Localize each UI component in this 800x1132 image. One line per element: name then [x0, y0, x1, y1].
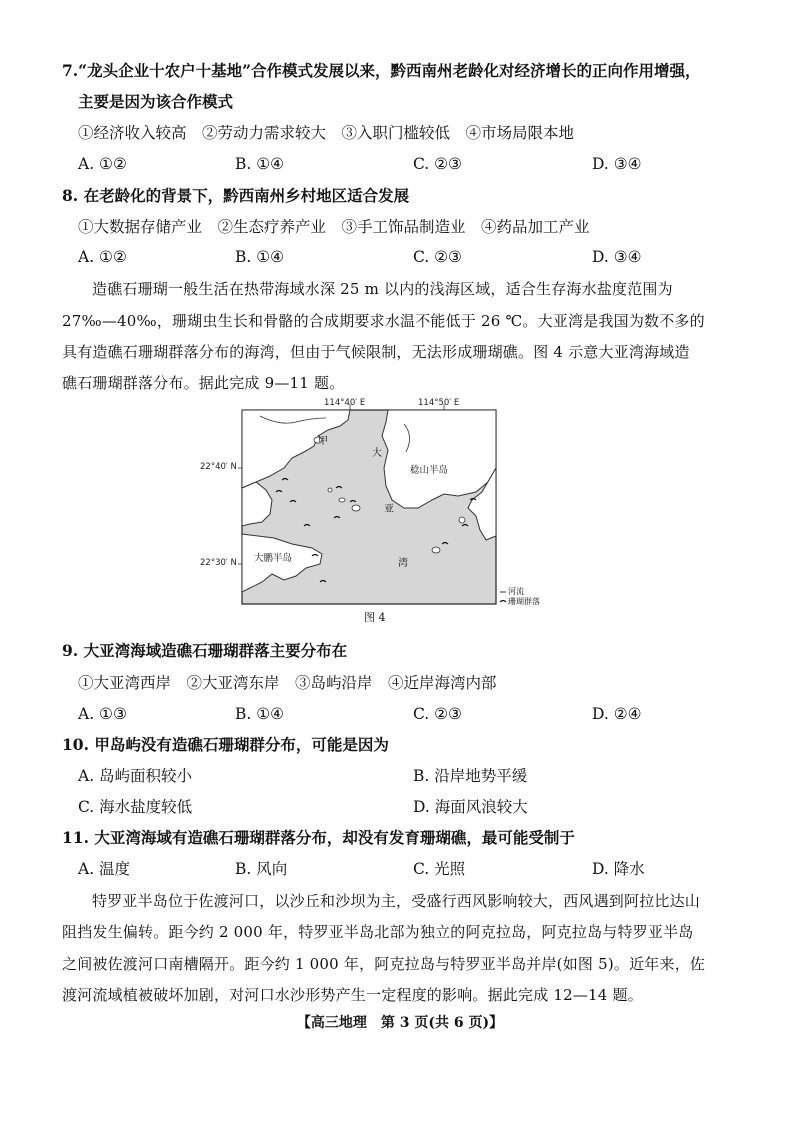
q10-stem: 10. 甲岛屿没有造礁石珊瑚群分布，可能是因为	[62, 735, 389, 754]
q7-items: ①经济收入较高 ②劳动力需求较大 ③入职门槛较低 ④市场局限本地	[78, 124, 575, 142]
page-footer: 【高三地理 第 3 页(共 6 页)】	[296, 1015, 504, 1031]
map-lat-label-1: 22°40′ N	[200, 462, 237, 472]
map-graphic	[200, 396, 540, 626]
q9-option-d[interactable]: D. ②④	[592, 705, 642, 723]
map-lon-label-2: 114°50′ E	[418, 398, 460, 408]
q9-option-a[interactable]: A. ①③	[78, 705, 127, 723]
q7-stem-line1: 7.“龙头企业十农户十基地”合作模式发展以来，黔西南州老龄化对经济增长的正向作用增强，	[62, 61, 701, 80]
map-lon-label-1: 114°40′ E	[324, 398, 366, 408]
map-label-ya: 亚	[384, 504, 394, 515]
passage2-line4: 渡河流域植被破坏加剧，对河口水沙形势产生一定程度的影响。据此完成 12—14 题。	[62, 986, 643, 1004]
passage1-line2: 27‰—40‰，珊瑚虫生长和骨骼的合成期要求水温不能低于 26 ℃。大亚湾是我国为数不多的	[62, 312, 705, 330]
map-label-da: 大	[372, 448, 382, 459]
map-label-wenshan: 稔山半岛	[410, 465, 449, 476]
q8-option-b[interactable]: B. ①④	[235, 248, 285, 266]
q9-option-c[interactable]: C. ②③	[413, 705, 462, 723]
q11-option-b[interactable]: B. 风向	[235, 860, 288, 878]
q7-stem-line2: 主要是因为该合作模式	[78, 92, 234, 111]
map-label-dapeng: 大鹏半岛	[254, 553, 293, 564]
map-island	[339, 498, 345, 502]
map-legend-river: 河流	[508, 587, 524, 596]
q11-stem: 11. 大亚湾海域有造礁石珊瑚群落分布，却没有发育珊瑚礁，最可能受制于	[62, 828, 575, 847]
q9-stem: 9. 大亚湾海域造礁石珊瑚群落主要分布在	[62, 641, 348, 660]
map-legend-coral: 珊瑚群落	[508, 597, 540, 606]
q11-option-c[interactable]: C. 光照	[413, 860, 466, 878]
map-caption: 图 4	[364, 611, 386, 624]
q8-option-a[interactable]: A. ①②	[78, 248, 127, 266]
q11-option-a[interactable]: A. 温度	[78, 860, 131, 878]
map-island	[328, 488, 332, 492]
map-label-jia: 甲	[318, 436, 328, 447]
q10-option-b[interactable]: B. 沿岸地势平缓	[413, 767, 528, 785]
map-label-wan: 湾	[398, 558, 408, 569]
q7-option-c[interactable]: C. ②③	[413, 155, 462, 173]
q8-option-c[interactable]: C. ②③	[413, 248, 462, 266]
q11-option-d[interactable]: D. 降水	[592, 860, 645, 878]
q8-stem: 8. 在老龄化的背景下，黔西南州乡村地区适合发展	[62, 186, 410, 205]
q9-option-b[interactable]: B. ①④	[235, 705, 285, 723]
map-island	[432, 547, 440, 553]
q7-option-a[interactable]: A. ①②	[78, 155, 127, 173]
passage2-line2: 阻挡发生偏转。距今约 2 000 年，特罗亚半岛北部为独立的阿克拉岛，阿克拉岛与特罗亚半岛	[62, 923, 694, 941]
q10-option-c[interactable]: C. 海水盐度较低	[78, 798, 193, 816]
map-lat-label-2: 22°30′ N	[200, 558, 237, 568]
q9-items: ①大亚湾西岸 ②大亚湾东岸 ③岛屿沿岸 ④近岸海湾内部	[78, 674, 497, 692]
passage1-line4: 礁石珊瑚群落分布。据此完成 9—11 题。	[62, 374, 345, 392]
map-island	[459, 517, 465, 523]
passage1-line1: 造礁石珊瑚一般生活在热带海域水深 25 m 以内的浅海区域，适合生存海水盐度范围为	[92, 280, 673, 298]
passage1-line3: 具有造礁石珊瑚群落分布的海湾，但由于气候限制，无法形成珊瑚礁。图 4 示意大亚湾海域造	[62, 343, 690, 361]
map-island	[352, 505, 360, 511]
passage2-line1: 特罗亚半岛位于佐渡河口，以沙丘和沙坝为主，受盛行西风影响较大，西风遇到阿拉比达山	[92, 892, 701, 910]
q10-option-a[interactable]: A. 岛屿面积较小	[78, 767, 193, 785]
q8-items: ①大数据存储产业 ②生态疗养产业 ③手工饰品制造业 ④药品加工产业	[78, 218, 590, 236]
q7-option-d[interactable]: D. ③④	[592, 155, 642, 173]
passage2-line3: 之间被佐渡河口南槽隔开。距今约 1 000 年，阿克拉岛与特罗亚半岛并岸(如图 5)。近年来，佐	[62, 955, 706, 973]
q7-option-b[interactable]: B. ①④	[235, 155, 285, 173]
figure-4-map	[200, 396, 540, 626]
q8-option-d[interactable]: D. ③④	[592, 248, 642, 266]
q10-option-d[interactable]: D. 海面风浪较大	[413, 798, 528, 816]
